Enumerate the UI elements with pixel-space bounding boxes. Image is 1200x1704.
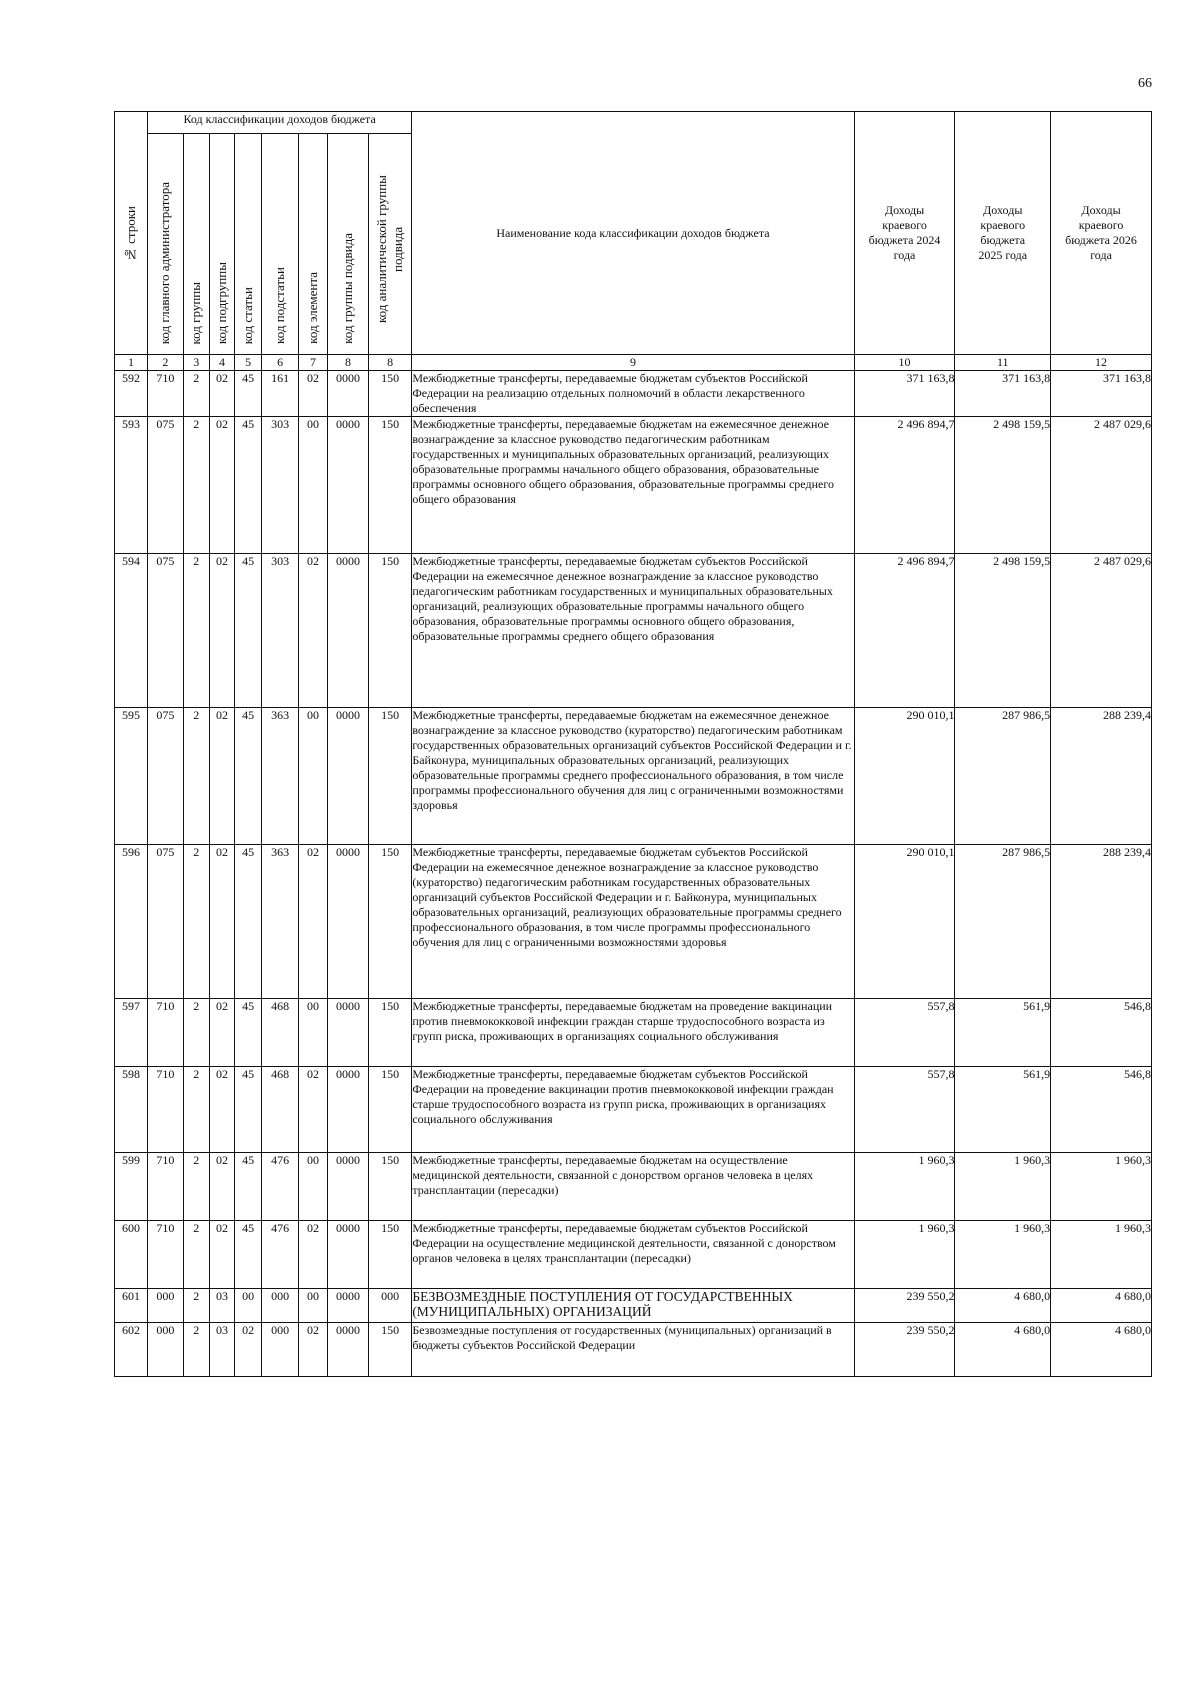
table-row [115,1221,1152,1289]
article-code-cell: 02 [235,1323,262,1377]
element-code-header [299,134,328,355]
income-name-cell: Межбюджетные трансферты, передаваемые бюджетам субъектов Российской Федерации на ежемесячное денежное вознаграждение за классное руководство педагогическим работникам государственных и муниципальных образовательных организаций, реализующих образовательные программы начального общего образования, образовательные программы основного общего образования, образовательные программы среднего общего образования [412,554,854,708]
column-number: 5 [235,355,262,371]
subtype-group-code-cell: 0000 [327,999,368,1067]
income-name-cell: Межбюджетные трансферты, передаваемые бюджетам на осуществление медицинской деятельности, связанной с донорством органов человека в целях трансплантации (пересадки) [412,1153,854,1221]
subgroup-code-header [209,134,235,355]
column-number: 6 [262,355,299,371]
admin-code-header [147,134,183,355]
subtype-group-code-cell: 0000 [327,1221,368,1289]
group-code-cell: 2 [183,1221,209,1289]
column-number: 3 [183,355,209,371]
subarticle-code-cell: 000 [262,1289,299,1323]
income-2025-cell: 4 680,0 [955,1323,1051,1377]
subarticle-code-cell: 468 [262,999,299,1067]
income-2024-cell: 557,8 [854,1067,955,1153]
subarticle-code-cell: 303 [262,554,299,708]
group-code-cell: 2 [183,1067,209,1153]
income-name-cell: Межбюджетные трансферты, передаваемые бюджетам на ежемесячное денежное вознаграждение за классное руководство педагогическим работникам государственных и муниципальных образовательных организаций, реализующих образовательные программы начального общего образования, образовательные программы основного общего образования, образовательные программы среднего общего образования [412,417,854,554]
table-row [115,417,1152,554]
subtype-group-code-cell: 0000 [327,371,368,417]
subgroup-code-cell: 03 [209,1289,235,1323]
group-code-cell: 2 [183,845,209,999]
subarticle-code-cell: 161 [262,371,299,417]
column-number: 4 [209,355,235,371]
income-2025-cell: 371 163,8 [955,371,1051,417]
row-number-cell: 598 [115,1067,148,1153]
column-number: 7 [299,355,328,371]
element-code-cell: 00 [299,1153,328,1221]
element-code-cell: 00 [299,708,328,845]
subgroup-code-cell: 02 [209,708,235,845]
group-code-cell: 2 [183,708,209,845]
subgroup-code-cell: 02 [209,1221,235,1289]
column-number: 8 [327,355,368,371]
column-number: 2 [147,355,183,371]
income-2026-cell: 288 239,4 [1051,708,1152,845]
admin-code-cell: 710 [147,1067,183,1153]
analytic-group-code-header-label: код аналитической группы подвида [374,175,406,323]
income-2024-cell: 1 960,3 [854,1221,955,1289]
group-code-cell: 2 [183,1289,209,1323]
analytic-group-code-cell: 150 [369,999,412,1067]
element-code-cell: 02 [299,554,328,708]
admin-code-cell: 075 [147,417,183,554]
admin-code-cell: 000 [147,1289,183,1323]
subarticle-code-cell: 363 [262,708,299,845]
row-number-cell: 593 [115,417,148,554]
income-2024-cell: 239 550,2 [854,1289,955,1323]
row-number-header-label: № строки [122,205,138,262]
column-number: 12 [1051,355,1152,371]
table-row [115,1153,1152,1221]
income-2025-cell: 4 680,0 [955,1289,1051,1323]
group-code-cell: 2 [183,999,209,1067]
income-name-cell: Межбюджетные трансферты, передаваемые бюджетам субъектов Российской Федерации на проведение вакцинации против пневмококковой инфекции граждан старше трудоспособного возраста из групп риска, проживающих в организациях социального обслуживания [412,1067,854,1153]
subtype-group-code-header [327,134,368,355]
income-2026-cell: 546,8 [1051,1067,1152,1153]
table-row [115,845,1152,999]
row-number-cell: 596 [115,845,148,999]
article-code-cell: 45 [235,1221,262,1289]
subgroup-code-cell: 02 [209,1067,235,1153]
year-2024-header-label: Доходы краевого бюджета 2024 года [868,203,941,262]
subgroup-code-header-label: код подгруппы [213,261,229,344]
article-code-cell: 45 [235,708,262,845]
analytic-group-code-cell: 150 [369,708,412,845]
income-name-cell: Межбюджетные трансферты, передаваемые бюджетам субъектов Российской Федерации на ежемесячное денежное вознаграждение за классное руководство (кураторство) педагогическим работникам государственных образовательных организаций субъектов Российской Федерации и г. Байконура, муниципальных образовательных организаций, реализующих образовательные программы среднего профессионального образования, в том числе программы профессионального обучения для лиц с ограниченными возможностями здоровья [412,845,854,999]
element-code-header-label: код элемента [304,272,320,344]
admin-code-header-label: код главного администратора [157,181,173,344]
table-row [115,999,1152,1067]
group-code-cell: 2 [183,417,209,554]
table-row [115,708,1152,845]
analytic-group-code-cell: 150 [369,1067,412,1153]
subtype-group-code-cell: 0000 [327,1067,368,1153]
group-code-header-label: код группы [188,281,204,344]
element-code-cell: 02 [299,1323,328,1377]
row-number-cell: 601 [115,1289,148,1323]
element-code-cell: 02 [299,845,328,999]
income-2024-cell: 290 010,1 [854,708,955,845]
element-code-cell: 00 [299,999,328,1067]
page-number: 66 [1138,76,1152,91]
admin-code-cell: 000 [147,1323,183,1377]
income-name-cell: Межбюджетные трансферты, передаваемые бюджетам на ежемесячное денежное вознаграждение за классное руководство (кураторство) педагогическим работникам государственных образовательных организаций субъектов Российской Федерации и г. Байконура, муниципальных образовательных организаций, реализующих образовательные программы среднего профессионального образования, в том числе программы профессионального обучения для лиц с ограниченными возможностями здоровья [412,708,854,845]
analytic-group-code-cell: 150 [369,1221,412,1289]
element-code-cell: 00 [299,417,328,554]
subgroup-code-cell: 02 [209,845,235,999]
column-number: 11 [955,355,1051,371]
subarticle-code-cell: 468 [262,1067,299,1153]
income-2026-cell: 2 487 029,6 [1051,554,1152,708]
income-2024-cell: 239 550,2 [854,1323,955,1377]
row-number-cell: 600 [115,1221,148,1289]
subtype-group-code-cell: 0000 [327,1153,368,1221]
income-2025-cell: 1 960,3 [955,1153,1051,1221]
row-number-header [115,112,148,355]
element-code-cell: 02 [299,1067,328,1153]
article-code-cell: 45 [235,554,262,708]
column-number: 10 [854,355,955,371]
income-2026-cell: 1 960,3 [1051,1221,1152,1289]
income-name-cell: Межбюджетные трансферты, передаваемые бюджетам на проведение вакцинации против пневмококковой инфекции граждан старше трудоспособного возраста из групп риска, проживающих в организациях социального обслуживания [412,999,854,1067]
income-2024-cell: 371 163,8 [854,371,955,417]
column-number: 8 [369,355,412,371]
income-2024-cell: 2 496 894,7 [854,554,955,708]
income-2024-cell: 290 010,1 [854,845,955,999]
income-2025-cell: 287 986,5 [955,708,1051,845]
subgroup-code-cell: 02 [209,554,235,708]
row-number-cell: 599 [115,1153,148,1221]
subtype-group-code-cell: 0000 [327,554,368,708]
year-2026-header [1051,112,1152,355]
income-2026-cell: 288 239,4 [1051,845,1152,999]
row-number-cell: 595 [115,708,148,845]
admin-code-cell: 075 [147,554,183,708]
element-code-cell: 02 [299,371,328,417]
group-code-cell: 2 [183,371,209,417]
subgroup-code-cell: 03 [209,1323,235,1377]
income-2026-cell: 1 960,3 [1051,1153,1152,1221]
subgroup-code-cell: 02 [209,1153,235,1221]
group-code-cell: 2 [183,1323,209,1377]
admin-code-cell: 710 [147,371,183,417]
classification-code-group-header: Код классификации доходов бюджета [147,112,411,134]
analytic-group-code-cell: 150 [369,417,412,554]
group-code-cell: 2 [183,554,209,708]
row-number-cell: 592 [115,371,148,417]
analytic-group-code-cell: 150 [369,845,412,999]
row-number-cell: 594 [115,554,148,708]
income-2025-cell: 287 986,5 [955,845,1051,999]
income-2026-cell: 4 680,0 [1051,1289,1152,1323]
income-2026-cell: 2 487 029,6 [1051,417,1152,554]
article-code-cell: 45 [235,999,262,1067]
article-code-cell: 45 [235,1153,262,1221]
column-number-row [115,355,1152,371]
admin-code-cell: 710 [147,1221,183,1289]
article-code-cell: 45 [235,1067,262,1153]
analytic-group-code-cell: 150 [369,554,412,708]
income-2025-cell: 561,9 [955,1067,1051,1153]
income-2025-cell: 2 498 159,5 [955,554,1051,708]
subtype-group-code-cell: 0000 [327,417,368,554]
table-row [115,1067,1152,1153]
article-code-header-label: код статьи [240,286,256,344]
subtype-group-code-cell: 0000 [327,845,368,999]
row-number-cell: 602 [115,1323,148,1377]
income-2026-cell: 4 680,0 [1051,1323,1152,1377]
column-number: 9 [412,355,854,371]
analytic-group-code-header [369,134,412,355]
income-name-cell: Межбюджетные трансферты, передаваемые бюджетам субъектов Российской Федерации на осуществление медицинской деятельности, связанной с донорством органов человека в целях трансплантации (пересадки) [412,1221,854,1289]
subtype-group-code-cell: 0000 [327,708,368,845]
admin-code-cell: 075 [147,845,183,999]
income-2025-cell: 2 498 159,5 [955,417,1051,554]
analytic-group-code-cell: 150 [369,1153,412,1221]
element-code-cell: 00 [299,1289,328,1323]
income-2024-cell: 557,8 [854,999,955,1067]
subarticle-code-cell: 000 [262,1323,299,1377]
analytic-group-code-cell: 150 [369,1323,412,1377]
income-2025-cell: 1 960,3 [955,1221,1051,1289]
subtype-group-code-header-label: код группы подвида [339,233,355,344]
group-code-header [183,134,209,355]
article-code-cell: 45 [235,371,262,417]
income-2026-cell: 546,8 [1051,999,1152,1067]
income-2024-cell: 2 496 894,7 [854,417,955,554]
subtype-group-code-cell: 0000 [327,1323,368,1377]
table-row [115,371,1152,417]
admin-code-cell: 710 [147,1153,183,1221]
name-column-header: Наименование кода классификации доходов бюджета [412,112,854,355]
subarticle-code-cell: 303 [262,417,299,554]
subarticle-code-cell: 476 [262,1153,299,1221]
article-code-cell: 45 [235,417,262,554]
analytic-group-code-cell: 000 [369,1289,412,1323]
subgroup-code-cell: 02 [209,999,235,1067]
table-row [115,1289,1152,1323]
year-2025-header [955,112,1051,355]
subgroup-code-cell: 02 [209,371,235,417]
article-code-header [235,134,262,355]
income-2024-cell: 1 960,3 [854,1153,955,1221]
table-row [115,554,1152,708]
income-name-cell: БЕЗВОЗМЕЗДНЫЕ ПОСТУПЛЕНИЯ ОТ ГОСУДАРСТВЕННЫХ (МУНИЦИПАЛЬНЫХ) ОРГАНИЗАЦИЙ [412,1289,854,1323]
subarticle-code-header-label: код подстатьи [272,267,288,344]
subgroup-code-cell: 02 [209,417,235,554]
table-body [115,371,1152,1377]
table-row [115,1323,1152,1377]
subarticle-code-cell: 363 [262,845,299,999]
row-number-cell: 597 [115,999,148,1067]
income-name-cell: Безвозмездные поступления от государственных (муниципальных) организаций в бюджеты субъектов Российской Федерации [412,1323,854,1377]
column-number: 1 [115,355,148,371]
year-2026-header-label: Доходы краевого бюджета 2026 года [1065,203,1137,262]
income-2025-cell: 561,9 [955,999,1051,1067]
year-2025-header-label: Доходы краевого бюджета 2025 года [978,203,1028,262]
admin-code-cell: 075 [147,708,183,845]
subarticle-code-cell: 476 [262,1221,299,1289]
article-code-cell: 45 [235,845,262,999]
income-2026-cell: 371 163,8 [1051,371,1152,417]
year-2024-header [854,112,955,355]
subtype-group-code-cell: 0000 [327,1289,368,1323]
analytic-group-code-cell: 150 [369,371,412,417]
subarticle-code-header [262,134,299,355]
budget-table [114,111,1152,1377]
element-code-cell: 02 [299,1221,328,1289]
income-name-cell: Межбюджетные трансферты, передаваемые бюджетам субъектов Российской Федерации на реализацию отдельных полномочий в области лекарственного обеспечения [412,371,854,417]
group-code-cell: 2 [183,1153,209,1221]
article-code-cell: 00 [235,1289,262,1323]
admin-code-cell: 710 [147,999,183,1067]
